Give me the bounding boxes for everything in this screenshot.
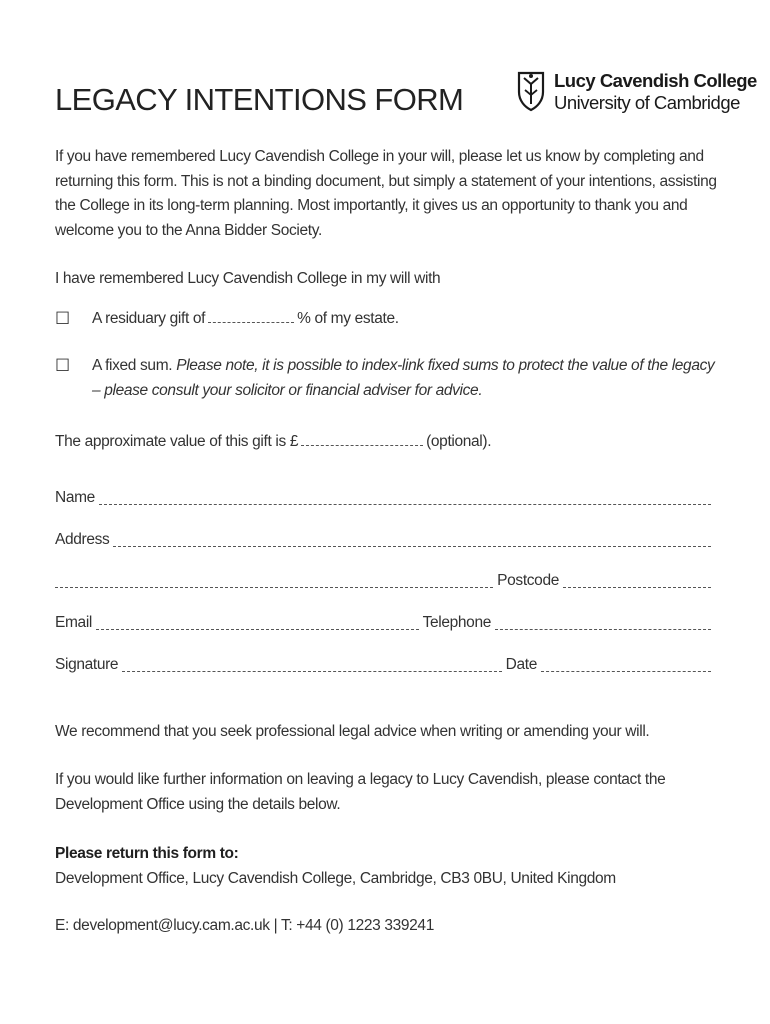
page-title: LEGACY INTENTIONS FORM xyxy=(55,82,464,117)
signature-field[interactable] xyxy=(122,658,501,672)
remembered-statement: I have remembered Lucy Cavendish College in my will with xyxy=(55,270,441,287)
address-postcode-row xyxy=(55,572,715,590)
email-field[interactable] xyxy=(96,616,419,630)
telephone-field[interactable] xyxy=(495,616,711,630)
address-field[interactable] xyxy=(113,533,711,547)
name-field[interactable] xyxy=(99,491,711,505)
return-heading: Please return this form to: xyxy=(55,845,239,862)
approx-value-line xyxy=(55,433,491,451)
postcode-label: Postcode xyxy=(497,572,559,589)
approx-value-field[interactable] xyxy=(301,434,423,446)
email-label: Email xyxy=(55,614,93,631)
residuary-percent-field[interactable] xyxy=(208,311,294,323)
logo-university-name: University of Cambridge xyxy=(554,92,740,113)
fixed-sum-checkbox[interactable]: ☐ xyxy=(55,356,70,375)
intro-paragraph: If you have remembered Lucy Cavendish College in your will, please let us know by completing and returning this form. This is not a binding document, but simply a statement of your intentions, assisting the College in its long-term planning. Most importantly, it gives us an opportunity to thank you and welcome you to the Anna Bidder Society. xyxy=(55,148,717,239)
address-label: Address xyxy=(55,531,110,548)
contact-details: E: development@lucy.cam.ac.uk | T: +44 (0) 1223 339241 xyxy=(55,917,434,934)
fixed-sum-note: Please note, it is possible to index-link fixed sums to protect the value of the legacy – please consult your solicitor or financial adviser for advice. xyxy=(92,357,715,399)
date-field[interactable] xyxy=(541,658,711,672)
date-label: Date xyxy=(505,656,537,673)
postcode-field[interactable] xyxy=(563,574,711,588)
advice-paragraph: We recommend that you seek professional legal advice when writing or amending your will. xyxy=(55,723,650,740)
fixed-sum-option[interactable] xyxy=(55,354,723,403)
return-section xyxy=(55,842,723,891)
address-row xyxy=(55,531,715,549)
return-address: Development Office, Lucy Cavendish College, Cambridge, CB3 0BU, United Kingdom xyxy=(55,869,616,887)
residuary-option[interactable] xyxy=(55,307,723,332)
signature-date-row xyxy=(55,656,715,674)
residuary-label: A residuary gift of xyxy=(92,310,206,327)
residuary-suffix: % of my estate. xyxy=(297,310,399,327)
email-telephone-row xyxy=(55,614,715,632)
college-logo xyxy=(516,70,757,114)
approx-optional: (optional). xyxy=(426,433,492,450)
name-row xyxy=(55,489,715,507)
telephone-label: Telephone xyxy=(422,614,491,631)
fixed-sum-label: A fixed sum. xyxy=(92,357,173,374)
signature-label: Signature xyxy=(55,656,119,673)
name-label: Name xyxy=(55,489,95,506)
logo-college-name: Lucy Cavendish College xyxy=(554,70,757,91)
address-line-2-field[interactable] xyxy=(55,574,493,588)
residuary-checkbox[interactable]: ☐ xyxy=(55,309,70,328)
further-info-paragraph: If you would like further information on leaving a legacy to Lucy Cavendish, please contact the Development Office using the details below. xyxy=(55,771,666,813)
college-crest-icon xyxy=(516,70,546,112)
approx-value-label: The approximate value of this gift is £ xyxy=(55,433,299,450)
